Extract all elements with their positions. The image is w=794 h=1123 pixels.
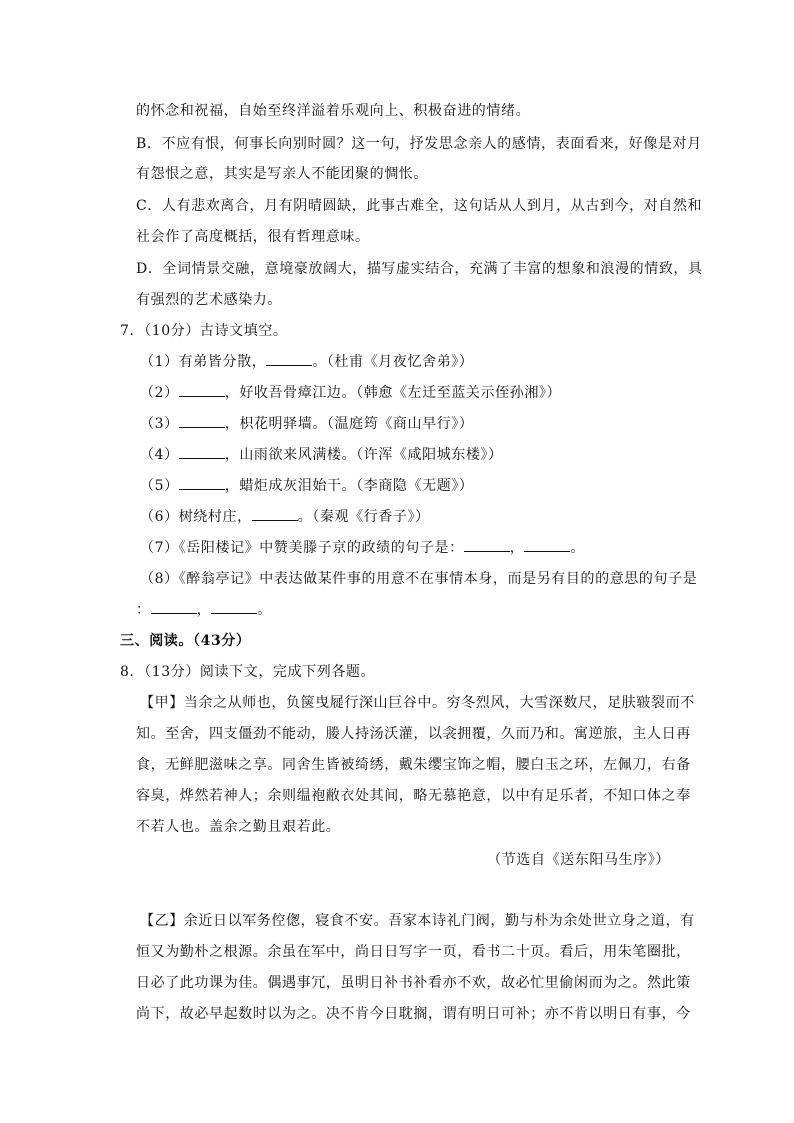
answer-blank[interactable] (266, 353, 312, 366)
passage-jia-line: 不若人也。盖余之勤且艰若此。 (136, 819, 341, 835)
fill-item-5 (140, 476, 474, 496)
passage-jia-line: 【甲】当余之从师也，负箧曳屣行深山巨谷中。穷冬烈风，大雪深数尺，足肤皲裂而不 (140, 695, 695, 711)
fill-item-text: ， (509, 540, 525, 556)
fill-item-7 (140, 538, 585, 558)
question-8-header: 8．（13分）阅读下文，完成下列各题。 (120, 664, 376, 680)
text-line: 社会作了高度概括，很有哲理意味。 (136, 229, 370, 245)
text-line: 的怀念和祝福，自始至终洋溢着乐观向上、积极奋进的情绪。 (136, 103, 531, 119)
fill-item-text: （3） (140, 416, 179, 432)
option-d-line: D．全词情景交融，意境豪放阔大，描写虚实结合，充满了丰富的想象和浪漫的情致，具 (136, 261, 703, 277)
passage-yi-line: 日必了此功课为佳。偶遇事冗，虽明日补书补看亦不欢，故必忙里偷闲而为之。然此策 (136, 975, 691, 991)
fill-item-6 (140, 507, 430, 527)
answer-blank[interactable] (179, 477, 225, 490)
answer-blank[interactable] (211, 601, 257, 614)
passage-jia-line: 知。至舍，四支僵劲不能动，媵人持汤沃灌，以衾拥覆，久而乃和。寓逆旅，主人日再 (136, 726, 691, 742)
fill-item-text: ，蜡炬成灰泪始干。（李商隐《无题》） (224, 478, 474, 494)
fill-item-text: （1）有弟皆分散， (140, 354, 267, 370)
fill-item-4 (140, 445, 503, 465)
fill-item-2 (140, 383, 561, 403)
fill-item-text: 。（秦观《行香子》） (297, 509, 430, 525)
fill-item-text: 。 (257, 602, 272, 618)
fill-item-text: 。（杜甫《月夜忆舍弟》） (312, 354, 474, 370)
fill-item-text: （4） (140, 447, 179, 463)
fill-item-text: ，枳花明驿墙。（温庭筠《商山早行》） (224, 416, 474, 432)
passage-source: （节选自《送东阳马生序》） (487, 852, 670, 868)
fill-item-text: （2） (140, 385, 179, 401)
fill-item-text: 。 (570, 540, 585, 556)
section-heading: 三、阅读。（43分） (120, 633, 251, 649)
fill-item-text: ， (196, 602, 212, 618)
answer-blank[interactable] (151, 601, 197, 614)
text-line: 有强烈的艺术感染力。 (136, 292, 282, 308)
answer-blank[interactable] (179, 415, 225, 428)
passage-yi-line: 【乙】余近日以军务倥偬，寝食不安。吾家本诗礼门阀，勤与朴为余处世立身之道，有 (140, 913, 695, 929)
passage-jia-line: 食，无鲜肥滋味之享。同舍生皆被绮绣，戴朱缨宝饰之帽，腰白玉之环，左佩刀，右备 (136, 757, 691, 773)
fill-item-text: ： (136, 602, 151, 618)
answer-blank[interactable] (179, 384, 225, 397)
fill-item-text: （5） (140, 478, 179, 494)
answer-blank[interactable] (464, 539, 510, 552)
option-b-line: B．不应有恨，何事长向别时圆？这一句，抒发思念亲人的感情，表面看来，好像是对月 (136, 136, 702, 152)
passage-jia-line: 容臭，烨然若神人；余则缊袍敝衣处其间，略无慕艳意，以中有足乐者，不知口体之奉 (136, 788, 691, 804)
answer-blank[interactable] (252, 508, 298, 521)
option-c-line: C．人有悲欢离合，月有阴晴圆缺，此事古难全，这句话从人到月，从古到今，对自然和 (136, 198, 703, 214)
fill-item-text: ，山雨欲来风满楼。（许浑《咸阳城东楼》） (224, 447, 503, 463)
fill-item-1 (140, 352, 474, 372)
fill-item-8: （8）《醉翁亭记》中表达做某件事的用意不在事情本身，而是另有目的的意思的句子是 (140, 571, 698, 587)
text-line: 有怨恨之意，其实是写亲人不能团聚的惆怅。 (136, 166, 428, 182)
fill-item-text: （6）树绕村庄， (140, 509, 252, 525)
passage-yi-line: 恒又为勤朴之根源。余虽在军中，尚日日写字一页，看书二十页。看后，用朱笔圈批， (136, 944, 691, 960)
fill-item-3 (140, 414, 474, 434)
question-7-header: 7．（10分）古诗文填空。 (120, 323, 288, 339)
answer-blank[interactable] (179, 446, 225, 459)
fill-item-8-continued (136, 600, 272, 620)
fill-item-text: ，好收吾骨瘴江边。（韩愈《左迁至蓝关示侄孙湘》） (224, 385, 562, 401)
passage-yi-line: 尚下，故必早起数时以为之。决不肯今日耽搁，谓有明日可补；亦不肯以明日有事，今 (136, 1006, 691, 1022)
fill-item-text: （7）《岳阳楼记》中赞美滕子京的政绩的句子是： (140, 540, 464, 556)
answer-blank[interactable] (524, 539, 570, 552)
